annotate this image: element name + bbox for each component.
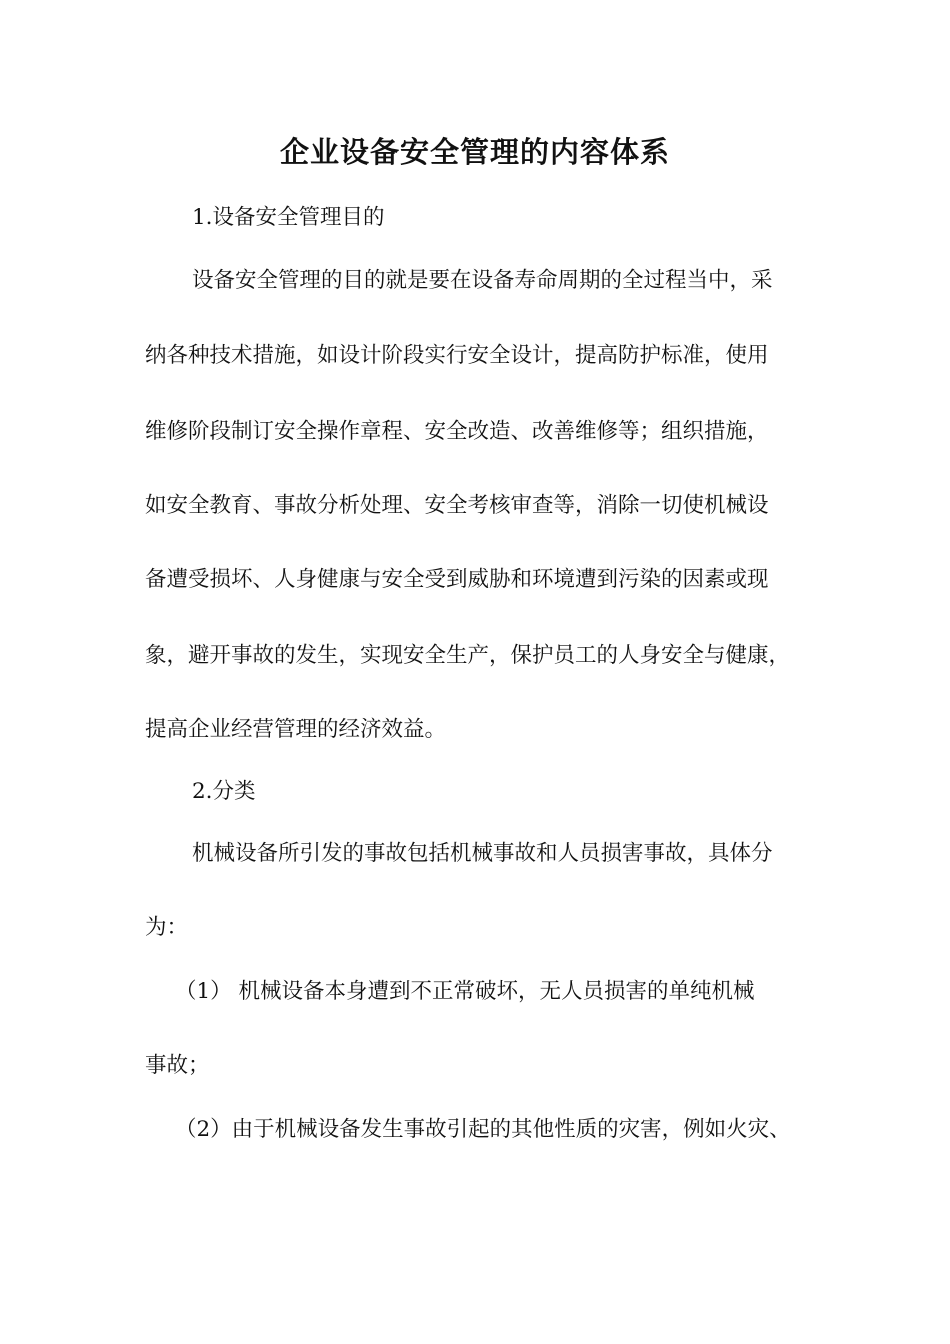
list-item-2: （2）由于机械设备发生事故引起的其他性质的灾害，例如火灾、 xyxy=(175,1117,791,1142)
paragraph-line: 备遭受损坏、人身健康与安全受到威胁和环境遭到污染的因素或现 xyxy=(145,567,769,592)
paragraph-line: 为： xyxy=(145,915,189,940)
paragraph-line: 如安全教育、事故分析处理、安全考核审查等，消除一切使机械设 xyxy=(145,493,769,518)
list-item-1: （1） 机械设备本身遭到不正常破坏，无人员损害的单纯机械 xyxy=(175,979,755,1004)
paragraph-line: 提高企业经营管理的经济效益。 xyxy=(145,717,447,742)
paragraph-line: 象，避开事故的发生，实现安全生产，保护员工的人身安全与健康， xyxy=(145,643,791,668)
section-heading-classification: 2.分类 xyxy=(192,779,256,804)
paragraph-line: 维修阶段制订安全操作章程、安全改造、改善维修等；组织措施， xyxy=(145,419,769,444)
paragraph-line: 机械设备所引发的事故包括机械事故和人员损害事故，具体分 xyxy=(192,841,773,866)
paragraph-line: 设备安全管理的目的就是要在设备寿命周期的全过程当中，采 xyxy=(192,268,773,293)
list-item-1-continuation: 事故； xyxy=(145,1053,210,1078)
document-title: 企业设备安全管理的内容体系 xyxy=(279,135,670,169)
section-heading-purpose: 1.设备安全管理目的 xyxy=(192,205,385,230)
paragraph-line: 纳各种技术措施，如设计阶段实行安全设计，提高防护标准，使用 xyxy=(145,343,769,368)
